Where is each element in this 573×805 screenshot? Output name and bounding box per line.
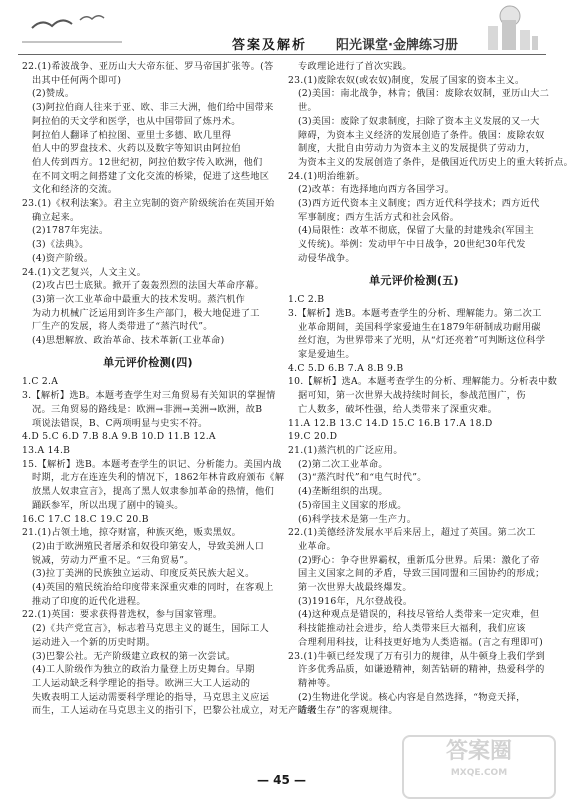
answer-line: (4)思想解放、政治革命、技术革新(工业革命) <box>32 335 225 347</box>
answer-line: (4)资产阶级。 <box>32 252 94 264</box>
answer-line: (3)巴黎公社。无产阶级建立政权的第一次尝试。 <box>32 650 236 662</box>
answer-line: 24.(1)文艺复兴，人文主义。 <box>22 266 147 278</box>
answer-line: 22.(1)英国：要求获得普选权，参与国家管理。 <box>22 609 223 621</box>
answer-line: 23.(1)牛顿已经发现了万有引力的规律，从牛顿身上我们学到 <box>288 650 546 662</box>
answer-line: (3)美国：废除了奴隶制度，扫除了资本主义发展的又一大 <box>298 115 540 127</box>
answer-line: 推动了印度的近代化进程。 <box>32 595 146 607</box>
watermark-stamp <box>402 735 556 799</box>
answer-line: 22.(1)希波战争、亚历山大大帝东征、罗马帝国扩张等。(答 <box>22 61 274 72</box>
answer-line: (2)第二次工业革命。 <box>298 458 388 470</box>
answer-line: 制度，大批自由劳动力为资本主义的发展提供了劳动力， <box>298 143 536 155</box>
answer-line: 确立起来。 <box>32 211 80 223</box>
answer-line: 专政理论进行了首次实践。 <box>298 61 412 72</box>
answer-line: 国主义国家之间的矛盾，导致三国同盟和三国协约的形成； <box>298 568 545 580</box>
answer-line: 运动进入一个新的历史时期。 <box>32 636 156 648</box>
answer-line: 世。 <box>298 102 317 114</box>
answer-line: 项说法错误，B、C两项明显与史实不符。 <box>32 417 208 429</box>
answer-line: 21.(1)占领土地，掠夺财富，种族灭绝，贩卖黑奴。 <box>22 527 242 539</box>
answer-line: 为动力机械广泛运用到许多生产部门，极大地促进了工 <box>32 307 260 319</box>
answer-line: 障碍，为资本主义经济的发展创造了条件。俄国：废除农奴 <box>298 129 545 141</box>
answer-line: 亡人数多，破坏性强，给人类带来了深重灾难。 <box>298 403 498 415</box>
answer-line: 3.【解析】选B。本题考查学生的分析、理解能力。第二次工 <box>288 307 542 319</box>
answer-line: 锐减，劳动力严重不足。“三角贸易”。 <box>32 554 194 566</box>
answer-line: 11.A 12.B 13.C 14.D 15.C 16.B 17.A 18.D <box>288 417 493 429</box>
answer-line: 3.【解析】选B。本题考查学生对三角贸易有关知识的掌握情 <box>22 390 276 402</box>
answer-line: 精神等。 <box>298 677 336 689</box>
watermark-url: MXQE.COM <box>450 768 508 778</box>
section-heading: 单元评价检测(四) <box>103 355 193 369</box>
answer-line: 况。三角贸易的路线是：欧洲→非洲→美洲→欧洲，故B <box>32 403 263 415</box>
answer-line: (5)帝国主义国家的形成。 <box>298 499 407 511</box>
answer-line: 放黑人奴隶宣言》，提高了黑人奴隶参加革命的热情，他们 <box>32 486 275 498</box>
answer-line: 在不同文明之间搭建了文化交流的桥梁，促进了这些地区 <box>32 170 270 182</box>
answer-line: 4.D 5.C 6.D 7.B 8.A 9.B 10.D 11.B 12.A <box>22 431 216 443</box>
answer-line: 而生，工人运动在马克思主义的指引下，巴黎公社成立，对无产阶级 <box>32 705 317 717</box>
answer-line: 合理利用科技，让科技更好地为人类造福。(言之有理即可) <box>298 636 543 648</box>
building-skyline-icon <box>480 2 540 52</box>
answer-line: (6)科学技术是第一生产力。 <box>298 513 417 525</box>
page-header <box>0 0 563 58</box>
answer-line: 阿拉伯的天文学和医学，也从中国带回了炼丹术。 <box>32 115 241 127</box>
answer-line: 第一次世界大战最终爆发。 <box>298 582 412 594</box>
answer-line: 许多优秀品质，如谦逊精神，刻苦钻研的精神，热爱科学的 <box>298 664 545 676</box>
answer-line: 16.C 17.C 18.C 19.C 20.B <box>22 513 149 525</box>
answer-line: (4)工人阶级作为独立的政治力量登上历史舞台。早期 <box>32 664 255 676</box>
section-heading: 单元评价检测(五) <box>369 273 459 287</box>
answer-line: (3)“蒸汽时代”和“电气时代”。 <box>298 472 427 484</box>
page-number: — 45 — <box>256 773 307 787</box>
answer-line: 21.(1)蒸汽机的广泛应用。 <box>288 444 403 456</box>
answer-line: 义传统)。举例：发动甲午中日战争，20世纪30年代发 <box>298 239 526 251</box>
answer-line: 业革命期间，美国科学家爱迪生在1879年研制成功耐用碳 <box>298 321 541 333</box>
answer-line: 23.(1)《权利法案》。君主立宪制的资产阶级统治在英国开始 <box>22 198 275 210</box>
answer-line: 1.C 2.A <box>22 376 59 388</box>
answer-line: 丝灯泡，为世界带来了光明，从“灯还亮着”可判断这位科学 <box>298 335 546 347</box>
right-column <box>288 60 573 718</box>
answer-line: (3)西方近代资本主义制度；西方近代科学技术；西方近代 <box>298 198 540 210</box>
answer-line: 军事制度；西方生活方式和社会风俗。 <box>298 211 460 223</box>
answer-line: 15.【解析】选B。本题考查学生的识记、分析能力。美国内战 <box>22 458 282 470</box>
answer-line: (2)生物进化学说。核心内容是自然选择，“物竞天择， <box>298 691 526 703</box>
answer-line: (4)局限性：改革不彻底，保留了大量的封建残余(军国主 <box>298 225 535 237</box>
answer-line: (3)拉丁美洲的民族独立运动、印度反英民族大起义。 <box>32 568 255 580</box>
answer-line: (3)第一次工业革命中最重大的技术发明。蒸汽机作 <box>32 293 246 305</box>
answer-line: 文化和经济的交流。 <box>32 184 118 196</box>
watermark-text: 答案圈 <box>445 739 512 764</box>
answer-line: (4)垄断组织的出现。 <box>298 486 388 498</box>
answer-line: (2)美国：南北战争，林肯；俄国：废除农奴制，亚历山大二 <box>298 88 550 100</box>
answer-line: 24.(1)明治维新。 <box>288 170 365 182</box>
answer-line: 13.A 14.B <box>22 444 71 456</box>
answer-line: 踊跃参军，所以出现了剧中的镜头。 <box>32 499 184 511</box>
answer-line: (3)阿拉伯商人往来于亚、欧、非三大洲，他们给中国带来 <box>32 102 274 114</box>
answer-line: 10.【解析】选A。本题考查学生的分析、理解能力。分析表中数 <box>288 376 558 388</box>
answer-line: (4)这种观点是错误的，科技尽管给人类带来一定灾难，但 <box>298 609 540 621</box>
answer-line: (2)由于欧洲殖民者屠杀和奴役印第安人，导致美洲人口 <box>32 540 265 552</box>
header-title: 答案及解析 <box>232 38 308 53</box>
answer-line: 厂生产的发展，将人类带进了“蒸汽时代”。 <box>32 321 213 333</box>
answer-line: (3)《法典》。 <box>32 239 89 251</box>
answer-line: 1.C 2.B <box>288 294 325 306</box>
answer-line: (2)《共产党宣言》，标志着马克思主义的诞生，国际工人 <box>32 623 270 635</box>
answer-line: 科技能推动社会进步，给人类带来巨大福利，我们应该 <box>298 623 526 635</box>
answer-line: 4.C 5.D 6.B 7.A 8.B 9.B <box>288 362 404 374</box>
answer-line: 伯人传到西方。12世纪初，阿拉伯数字传入欧洲，他们 <box>32 156 263 168</box>
answer-line: 22.(1)美德经济发展水平后来居上，超过了英国。第二次工 <box>288 527 536 539</box>
answer-line: 伯人中的罗盘技术、火药以及数字等知识由阿拉伯 <box>32 143 241 155</box>
answer-line: (2)攻占巴士底狱。掀开了轰轰烈烈的法国大革命序幕。 <box>32 280 265 292</box>
answer-line: 阿拉伯人翻译了柏拉图、亚里士多德、欧几里得 <box>32 129 232 141</box>
answer-line: (2)改革：有选择地向西方各国学习。 <box>298 184 455 196</box>
answer-line: 失败表明工人运动需要科学理论的指导，马克思主义应运 <box>32 691 270 703</box>
answer-line: 动侵华战争。 <box>298 252 355 264</box>
answer-line: (2)1787年宪法。 <box>32 225 109 237</box>
answer-line: 为资本主义的发展创造了条件，是俄国近代历史上的重大转折点。 <box>298 156 573 168</box>
answer-line: (2)赞成。 <box>32 88 75 100</box>
answer-line: (2)野心：争夺世界霸权，重新瓜分世界。后果：激化了帝 <box>298 554 540 566</box>
answer-line: 出其中任何两个即可) <box>32 74 122 86</box>
answer-line: 工人运动缺乏科学理论的指导。欧洲三大工人运动的 <box>32 677 251 689</box>
bird-logo-icon <box>22 6 122 46</box>
answer-line: 时期，北方在连连失利的情况下，1862年林肯政府颁布《解 <box>32 472 285 484</box>
header-brand: 阳光课堂·金牌练习册 <box>336 38 458 53</box>
answer-line: (4)英国的殖民统治给印度带来深重灾难的同时，在客观上 <box>32 582 274 594</box>
answer-line: 家是爱迪生。 <box>298 349 355 361</box>
answer-line: 适者生存”的客观规律。 <box>298 705 398 717</box>
answer-line: 据可知，第一次世界大战持续时间长，参战范围广，伤 <box>298 390 526 402</box>
answer-line: 19.C 20.D <box>288 431 338 443</box>
answer-line: (3)1916年，凡尔登战役。 <box>298 595 413 607</box>
answer-line: 23.(1)废除农奴(或农奴)制度，发展了国家的资本主义。 <box>288 74 525 86</box>
header-divider <box>18 54 546 55</box>
answer-line: 业革命。 <box>298 540 336 552</box>
